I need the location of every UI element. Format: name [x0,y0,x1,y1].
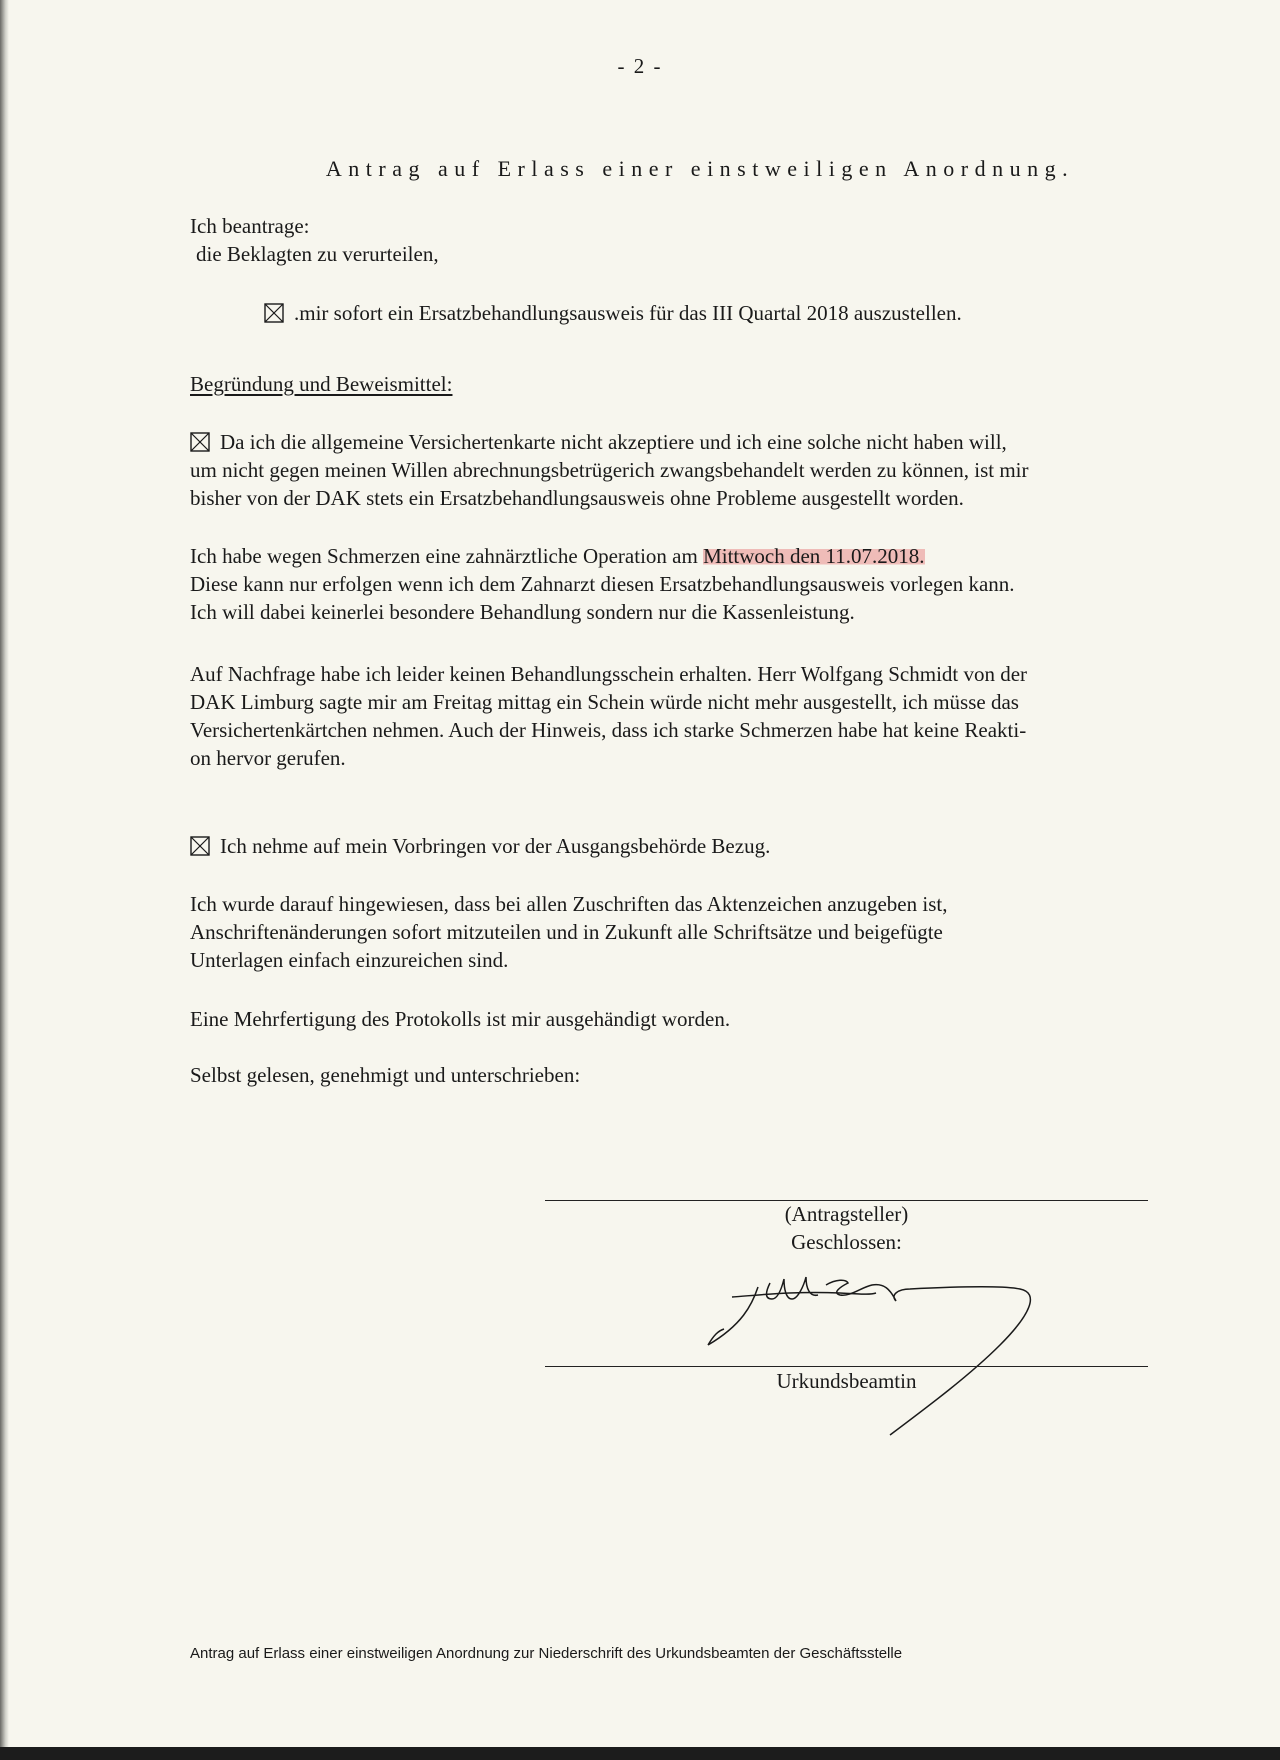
official-signature-icon [700,1265,1160,1455]
paragraph-3-line: on hervor gerufen. [190,746,346,770]
applicant-signature-line [545,1200,1148,1201]
paragraph-4-text: Ich nehme auf mein Vorbringen vor der Ausgangsbehörde Bezug. [220,834,771,858]
page-footer: Antrag auf Erlass einer einstweiligen Anordnung zur Niederschrift des Urkundsbeamten der Geschäftsstelle [190,1645,903,1662]
checked-box-icon [190,836,210,856]
closed-label: Geschlossen: [791,1230,902,1254]
paragraph-2-line: Ich habe wegen Schmerzen eine zahnärztliche Operation am [190,544,704,568]
paragraph-2 [190,542,1215,626]
paragraph-5-line: Ich wurde darauf hingewiesen, dass bei allen Zuschriften das Aktenzeichen anzugeben ist, [190,892,948,916]
request-item-text: .mir sofort ein Ersatzbehandlungsausweis für das III Quartal 2018 auszustellen. [294,301,962,325]
paragraph-6: Eine Mehrfertigung des Protokolls ist mir ausgehändigt worden. [190,1007,731,1031]
applicant-label: (Antragsteller) [784,1202,909,1226]
paragraph-5-line: Unterlagen einfach einzureichen sind. [190,948,509,972]
paragraph-1 [190,428,1215,512]
paragraph-5-line: Anschriftenänderungen sofort mitzuteilen und in Zukunft alle Schriftsätze und beigefügte [190,920,943,944]
paragraph-3-line: Auf Nachfrage habe ich leider keinen Behandlungsschein erhalten. Herr Wolfgang Schmidt von der [190,662,1028,686]
paragraph-1-line: um nicht gegen meinen Willen abrechnungsbetrügerich zwangsbehandelt werden zu können, ist mir [190,458,1029,482]
checked-box-icon [190,432,210,452]
paragraph-2-line: Diese kann nur erfolgen wenn ich dem Zahnarzt diesen Ersatzbehandlungsausweis vorlegen kann. [190,572,1015,596]
intro-line-1: Ich beantrage: [190,214,310,238]
paragraph-2-line: Ich will dabei keinerlei besondere Behandlung sondern nur die Kassenleistung. [190,600,855,624]
document-title: Antrag auf Erlass einer einstweiligen Anordnung. [325,156,1075,181]
paragraph-1-line: Da ich die allgemeine Versichertenkarte nicht akzeptiere und ich eine solche nicht haben will, [220,430,1007,454]
official-label: Urkundsbeamtin [776,1369,917,1393]
paragraph-1-line: bisher von der DAK stets ein Ersatzbehandlungsausweis ohne Probleme ausgestellt worden. [190,486,964,510]
paragraph-7: Selbst gelesen, genehmigt und unterschrieben: [190,1063,581,1087]
checked-box-icon [264,303,284,323]
scan-edge-left [0,0,9,1760]
official-signature-line [545,1366,1148,1367]
scan-edge-bottom [0,1747,1280,1760]
paragraph-4 [190,832,770,860]
paragraph-5 [190,890,1215,974]
paragraph-3-line: DAK Limburg sagte mir am Freitag mittag ein Schein würde nicht mehr ausgestellt, ich müsse das [190,690,1019,714]
page-number: - 2 - [617,54,663,78]
paragraph-3 [190,660,1215,772]
intro-line-2: die Beklagten zu verurteilen, [196,242,439,266]
highlighted-date: Mittwoch den 11.07.2018. [703,544,925,568]
paragraph-3-line: Versichertenkärtchen nehmen. Auch der Hinweis, dass ich starke Schmerzen habe hat keine Reakti- [190,718,1027,742]
request-item [264,299,962,327]
section-heading: Begründung und Beweismittel: [190,372,453,396]
